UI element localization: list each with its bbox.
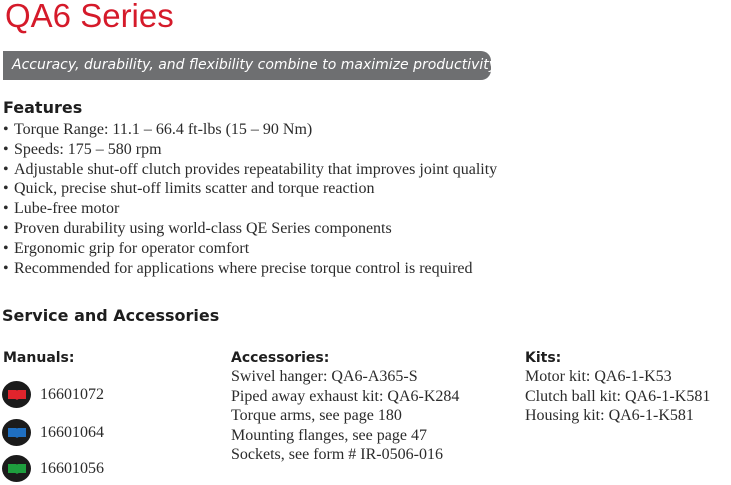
service-heading: Service and Accessories: [2, 306, 220, 325]
accessory-item: Mounting flanges, see page 47: [231, 426, 427, 444]
manual-item: [2, 419, 104, 446]
manual-number: 16601056: [40, 459, 104, 477]
accessory-item: Sockets, see form # IR-0506-016: [231, 446, 443, 464]
feature-item: • Proven durability using world-class QE Series components: [3, 219, 497, 239]
page-title: QA6 Series: [5, 0, 174, 34]
accessories-list: [231, 367, 459, 465]
manual-item: [2, 381, 104, 408]
feature-item: • Torque Range: 11.1 – 66.4 ft-lbs (15 – 90 Nm): [3, 120, 497, 140]
blue-book-icon: [2, 419, 31, 446]
kit-item: Motor kit: QA6-1-K53: [525, 368, 672, 385]
feature-item: • Recommended for applications where precise torque control is required: [3, 259, 497, 279]
accessory-item: Swivel hanger: QA6-A365-S: [231, 368, 418, 385]
kit-item: Clutch ball kit: QA6-1-K581: [525, 387, 711, 405]
accessory-item: Torque arms, see page 180: [231, 407, 402, 425]
tagline-banner: Accuracy, durability, and flexibility combine to maximize productivity.: [3, 51, 491, 80]
manuals-heading: Manuals:: [3, 350, 75, 366]
green-book-icon: [2, 455, 31, 482]
kits-list: [525, 367, 710, 426]
kit-item: Housing kit: QA6-1-K581: [525, 407, 694, 425]
manual-item: [2, 455, 104, 482]
red-book-icon: [2, 381, 31, 408]
features-list: [3, 120, 497, 278]
manual-number: 16601064: [40, 423, 104, 441]
accessory-item: Piped away exhaust kit: QA6-K284: [231, 387, 460, 405]
feature-item: • Ergonomic grip for operator comfort: [3, 239, 497, 259]
feature-item: • Speeds: 175 – 580 rpm: [3, 140, 497, 160]
manual-number: 16601072: [40, 385, 104, 403]
feature-item: • Lube-free motor: [3, 199, 497, 219]
feature-item: • Adjustable shut-off clutch provides repeatability that improves joint quality: [3, 160, 497, 180]
kits-heading: Kits:: [525, 350, 562, 366]
feature-item: • Quick, precise shut-off limits scatter and torque reaction: [3, 179, 497, 199]
features-heading: Features: [3, 98, 83, 117]
accessories-heading: Accessories:: [231, 350, 330, 366]
